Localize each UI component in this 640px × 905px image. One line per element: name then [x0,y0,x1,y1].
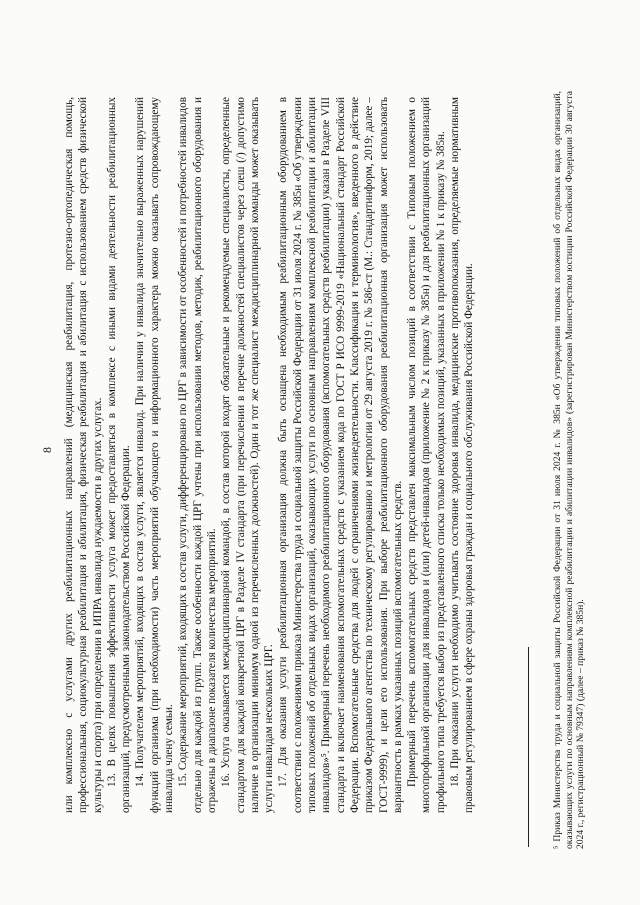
page-number: 8 [40,447,54,453]
paragraph-continued: или комплексно с услугами других реабилитационных направлений (медицинская реабилитация, протезно-ортопедическая помощь, профессиональная, социокультурная реабилитация и абилитация, физическая реабилитация и абилитация с использованием средств физической культуры и спорта) при определении в ИПРА инвалида нуждаемости в других услугах. [63,97,104,813]
paragraph-13: 13. В целях повышения эффективности услуга может предоставляться в комплексе с иными видами деятельности реабилитационных организаций, предусмотренными законодательством Российской Федерации. [105,97,133,813]
paragraph-18: 18. При оказании услуги необходимо учитывать состояние здоровья инвалида, медицинские противопоказания, определяемые нормативным правовым регулированием в сфере охраны здоровья граждан и социального обслуживания Российской Федерации. [449,97,476,813]
footnote-divider [528,647,529,847]
paragraph-17-list: Примерный перечень вспомогательных средств представлен максимальным числом позиций в соответствии с Типовым положением о многопрофильной организации для инвалидов и (или) детей-инвалидов (приложение № 2 к приказу № 385н) и для реабилитационных организаций профильного типа требуется выбор из представленного списка только необходимых позиций, указанных в приложении № 1 к приказу № 385н. [406,97,447,813]
paragraph-15: 15. Содержание мероприятий, входящих в состав услуги, дифференцировано по ЦРГ в зависимости от особенностей и потребностей инвалидов отдельно для каждой из групп. Также особенности каждой ЦРГ учтены при использовании методов, методик, реабилитационного оборудования и отражены в диапазоне показателя количества мероприятий. [177,97,218,813]
paragraph-16: 16. Услуга оказывается междисциплинарной командой, в состав которой входят обязательные и рекомендуемые специалисты, определенные стандартом для каждой конкретной ЦРГ в Разделе IV стандарта (при перечислении в перечне должностей специалистов через слеш (/) допустимо наличие в организации минимум одной из перечисленных должностей). Один и тот же специалист междисциплинарной команды может оказывать услуги инвалидам нескольких ЦРГ. [220,97,276,813]
body-text [62,97,477,813]
footnote: ⁵ Приказ Министерства труда и социальной защиты Российской Федерации от 31 июля 2024 г. № 385н «Об утверждении типовых положений об отдельных видах организаций, оказывающих услуги по основным направлениям комплексной реабилитации и абилитации инвалидов» (зарегистрирован Министерством юстиции Российской Федерации 30 августа 2024 г., регистрационный № 79347) (далее – приказ № 385н). [552,91,587,849]
paragraph-14: 14. Получателем мероприятий, входящих в состав услуги, является инвалид. При наличии у инвалида значительно выраженных нарушений функций организма (при необходимости) часть мероприятий обучающего и информационного характера можно оказывать сопровождающему инвалида члену семьи. [134,97,176,813]
paragraph-17: 17. Для оказания услуги реабилитационная организация должна быть оснащена необходимым реабилитационным оборудованием в соответствии с положениями приказа Министерства труда и социальной защиты Российской Федерации от 31 июля 2024 г. № 385н «Об утверждении типовых положений об отдельных видах организаций, оказывающих услуги по основным направлениям комплексной реабилитации и абилитации инвалидов»⁵. Примерный перечень необходимого реабилитационного оборудования (вспомогательных средств реабилитации) указан в Разделе VIII стандарта и включает наименования вспомогательных средств с указанием кода по ГОСТ Р ИСО 9999-2019 «Национальный стандарт Российской Федерации. Вспомогательные средства для людей с ограничениями жизнедеятельности. Классификация и терминология», введенного в действие приказом Федерального агентства по техническому регулированию и метрологии от 29 августа 2019 г. № 586-ст (М.: Стандартинформ, 2019; далее – ГОСТ-9999), и цели его использования. При выборе реабилитационного оборудования реабилитационная организация может использовать вариантность в рамках указанных позиций вспомогательных средств. [277,97,404,813]
